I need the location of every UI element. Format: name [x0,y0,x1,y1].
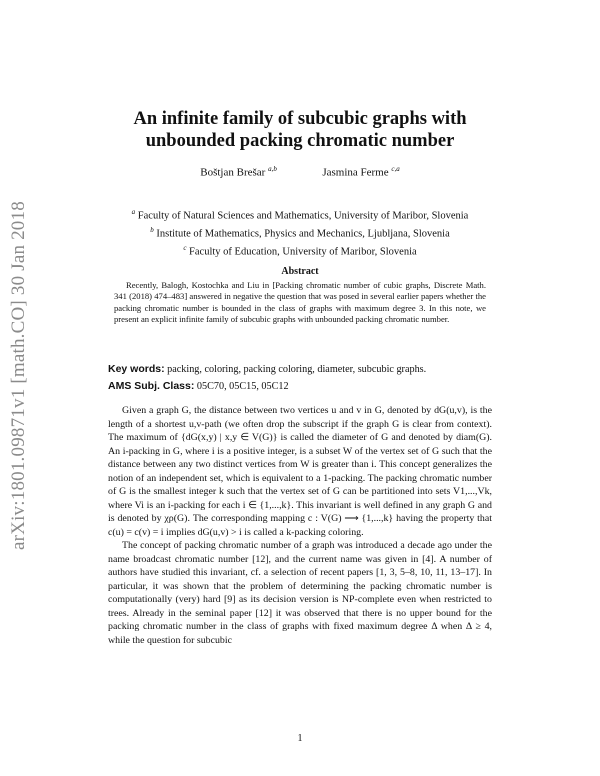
affiliation-b-text: Institute of Mathematics, Physics and Mechanics, Ljubljana, Slovenia [156,228,450,240]
author-list [60,165,540,179]
ams-classification [108,380,508,392]
affiliation-c-marker: c [183,244,187,252]
abstract-heading: Abstract [281,266,319,277]
ams-text: 05C70, 05C15, 05C12 [196,381,289,392]
affiliation-c [60,244,540,258]
paragraph-1: Given a graph G, the distance between two vertices u and v in G, denoted by dG(u,v), is the length of a shortest u,v-path (we often drop the subscript if the graph G is clear from context). The maximum of {dG(x,y) | x,y ∈ V(G)} is called the diameter of G and denoted by diam(G). An i-packing in G, where i is a positive integer, is a subset W of the vertex set of G such that the distance between any two distinct vertices from W is greater than i. This concept generalizes the notion of an independent set, which is equivalent to a 1-packing. The packing chromatic number of G is the smallest integer k such that the vertex set of G can be partitioned into sets V1,...,Vk, where Vi is an i-packing for each i ∈ {1,...,k}. This invariant is well defined in any graph G and is denoted by χρ(G). The corresponding mapping c : V(G) ⟶ {1,...,k} having the property that c(u) = c(v) = i implies dG(u,v) > i is called a k-packing coloring. [108,405,492,538]
arxiv-side-label: arXiv:1801.09871v1 [math.CO] 30 Jan 2018 [8,201,29,550]
author-1: Boštjan Brešar [200,166,266,179]
body-text [108,404,492,647]
keywords-text: packing, coloring, packing coloring, diameter, subcubic graphs. [167,364,427,375]
affiliation-a-text: Faculty of Natural Sciences and Mathematics, University of Maribor, Slovenia [137,210,469,222]
abstract-text: Recently, Balogh, Kostochka and Liu in [Packing chromatic number of cubic graphs, Discrete Math. 341 (2018) 474–483] answered in negative the question that was posed in several earlier papers whether the packing chromatic number is bounded in the class of graphs with maximum degree 3. In this note, we present an explicit infinite family of subcubic graphs with unbounded packing chromatic number. [114,280,486,325]
author-2-affil: c,a [391,165,400,173]
author-2: Jasmina Ferme [322,166,389,179]
affiliation-b [60,226,540,240]
affiliation-a [60,208,540,222]
affiliation-c-text: Faculty of Education, University of Maribor, Slovenia [189,246,417,258]
page-number: 1 [297,733,303,744]
title-line-2: unbounded packing chromatic number [145,131,455,151]
abstract [114,280,486,326]
title-line-1: An infinite family of subcubic graphs with [133,109,467,129]
keywords [108,363,508,375]
affiliation-b-marker: b [150,226,154,234]
author-1-affil: a,b [268,165,277,173]
affiliation-a-marker: a [131,208,136,216]
keywords-label: Key words: [108,363,165,375]
paragraph-2: The concept of packing chromatic number of a graph was introduced a decade ago under the name broadcast chromatic number [12], and the current name was given in [4]. A number of authors have studied this invariant, cf. a selection of recent papers [1, 3, 5–8, 10, 11, 13–17]. In particular, it was shown that the problem of determining the packing chromatic number is computationally (very) hard [9] as its decision version is NP-complete even when restricted to trees. Already in the seminal paper [12] it was observed that there is no upper bound for the packing chromatic number in the class of graphs with fixed maximum degree Δ when Δ ≥ 4, while the question for subcubic [108,540,492,646]
ams-label: AMS Subj. Class: [108,380,195,392]
paper-title [60,108,540,152]
